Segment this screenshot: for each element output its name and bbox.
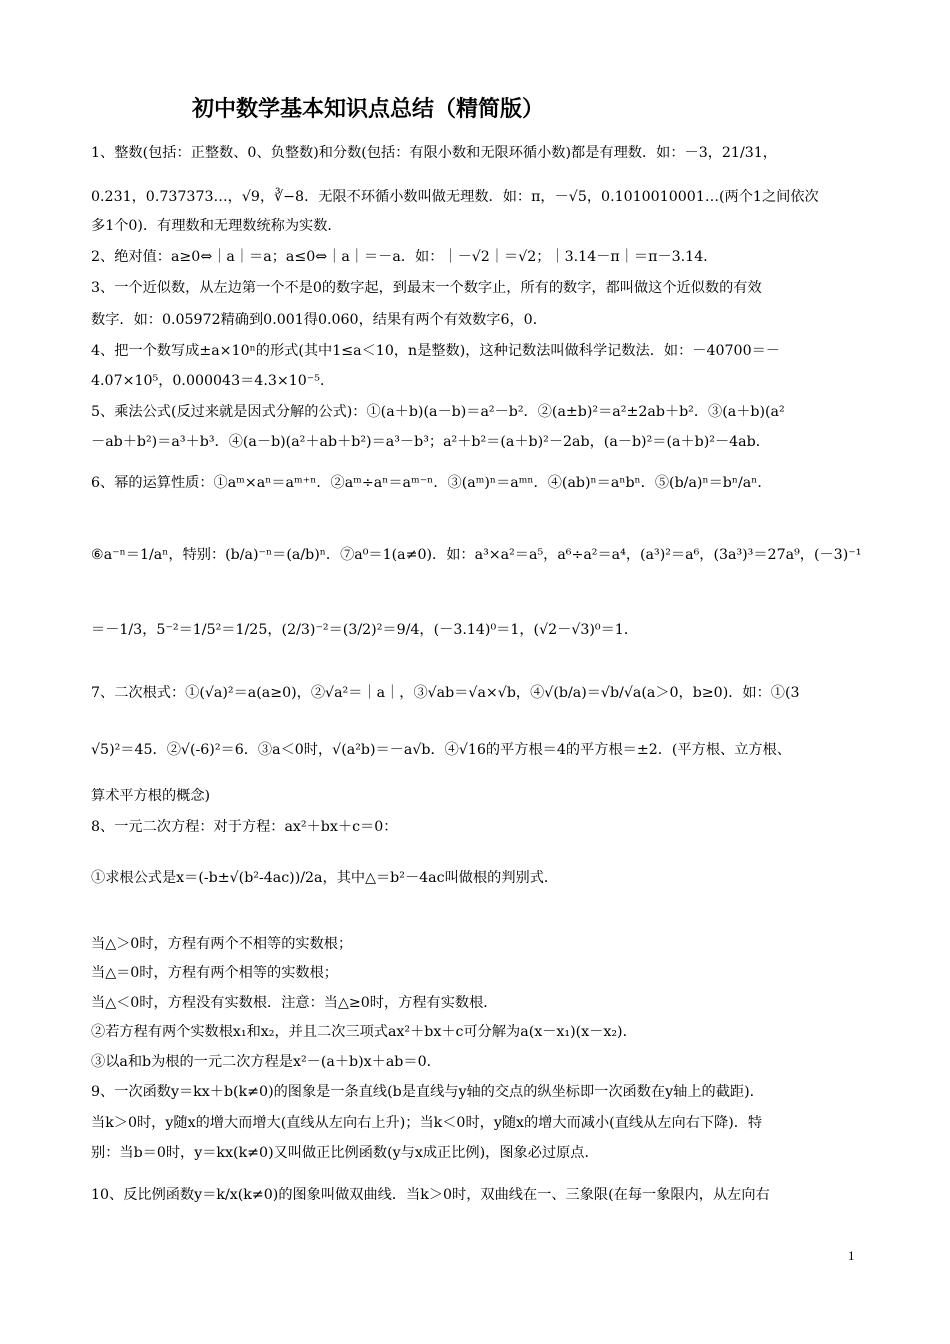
page-number: 1: [848, 1248, 855, 1263]
text-line: 9、一次函数y＝kx＋b(k≠0)的图象是一条直线(b是直线与y轴的交点的纵坐标即一次函数在y轴上的截距)．: [91, 1084, 764, 1100]
text-line: 7、二次根式：①(√a)²＝a(a≥0)，②√a²＝｜a｜，③√ab＝√a×√b，④√(b/a)＝√b/√a(a＞0，b≥0)．如：①(3: [91, 685, 800, 701]
text-line: 1、整数(包括：正整数、0、负整数)和分数(包括：有限小数和无限环循小数)都是有理数．如：－3，21/31，: [91, 145, 777, 161]
text-line: ＝－1/3，5⁻²＝1/5²＝1/25，(2/3)⁻²＝(3/2)²＝9/4，(－3.14)⁰＝1，(√2－√3)⁰＝1．: [91, 622, 639, 638]
text-line: 数字．如：0.05972精确到0.001得0.060，结果有两个有效数字6，0．: [91, 312, 547, 328]
text-line: 3、一个近似数，从左边第一个不是0的数字起，到最末一个数字止，所有的数字，都叫做这个近似数的有效: [91, 280, 762, 296]
text-line: 4、把一个数写成±a×10ⁿ的形式(其中1≤a＜10，n是整数)，这种记数法叫做科学记数法．如：－40700＝－: [91, 343, 780, 359]
text-line: 10、反比例函数y＝k/x(k≠0)的图象叫做双曲线．当k＞0时，双曲线在一、三象限(在每一象限内，从左向右: [91, 1187, 770, 1203]
text-line: 5、乘法公式(反过来就是因式分解的公式)：①(a＋b)(a－b)＝a²－b²．②(a±b)²＝a²±2ab＋b²．③(a＋b)(a²: [91, 404, 785, 420]
text-line: 当k＞0时，y随x的增大而增大(直线从左向右上升)；当k＜0时，y随x的增大而减小(直线从左向右下降)．特: [91, 1115, 763, 1131]
document-title: 初中数学基本知识点总结（精简版）: [192, 97, 545, 122]
text-line: 6、幂的运算性质：①aᵐ×aⁿ＝aᵐ⁺ⁿ．②aᵐ÷aⁿ＝aᵐ⁻ⁿ．③(aᵐ)ⁿ＝aᵐⁿ．④(ab)ⁿ＝aⁿbⁿ．⑤(b/a)ⁿ＝bⁿ/aⁿ．: [91, 475, 772, 491]
text-line: ②若方程有两个实数根x₁和x₂，并且二次三项式ax²＋bx＋c可分解为a(x－x₁)(x－x₂)．: [91, 1024, 637, 1040]
text-line: 当△＝0时，方程有两个相等的实数根；: [91, 965, 338, 981]
text-line: 算术平方根的概念): [91, 788, 211, 804]
text-line: 别：当b＝0时，y＝kx(k≠0)又叫做正比例函数(y与x成正比例)，图象必过原点．: [91, 1145, 599, 1161]
text-line: 4.07×10⁵，0.000043＝4.3×10⁻⁵．: [91, 373, 335, 389]
text-line: 8、一元二次方程：对于方程：ax²＋bx＋c＝0：: [91, 819, 398, 835]
text-line: 当△＞0时，方程有两个不相等的实数根；: [91, 936, 353, 952]
text-line: 2、绝对值：a≥0⇔｜a｜＝a；a≤0⇔｜a｜＝－a．如：｜－√2｜＝√2；｜3.14－π｜＝π－3.14．: [91, 249, 718, 265]
text-line: ⑥a⁻ⁿ＝1/aⁿ，特别：(b/a)⁻ⁿ＝(a/b)ⁿ．⑦a⁰＝1(a≠0)．如：a³×a²＝a⁵，a⁶÷a²＝a⁴，(a³)²＝a⁶，(3a³)³＝27a⁹，(－3)⁻¹: [91, 547, 862, 563]
text-line: 当△＜0时，方程没有实数根．注意：当△≥0时，方程有实数根．: [91, 995, 498, 1011]
text-line: ①求根公式是x＝(-b±√(b²-4ac))/2a，其中△＝b²－4ac叫做根的判别式．: [91, 870, 559, 886]
text-line: √5)²＝45．②√(-6)²＝6．③a＜0时，√(a²b)＝－a√b．④√16的平方根＝4的平方根＝±2．(平方根、立方根、: [91, 742, 791, 758]
text-line: ③以a和b为根的一元二次方程是x²－(a＋b)x＋ab＝0．: [91, 1054, 441, 1070]
text-line: 多1个0)．有理数和无理数统称为实数．: [91, 218, 342, 234]
text-line: 0.231，0.737373…，√9，∛−8．无限不环循小数叫做无理数．如：π，－√5，0.1010010001…(两个1之间依次: [91, 189, 819, 205]
text-line: －ab＋b²)＝a³＋b³．④(a－b)(a²＋ab＋b²)＝a³－b³；a²＋b²＝(a＋b)²－2ab，(a－b)²＝(a＋b)²－4ab．: [91, 434, 770, 450]
